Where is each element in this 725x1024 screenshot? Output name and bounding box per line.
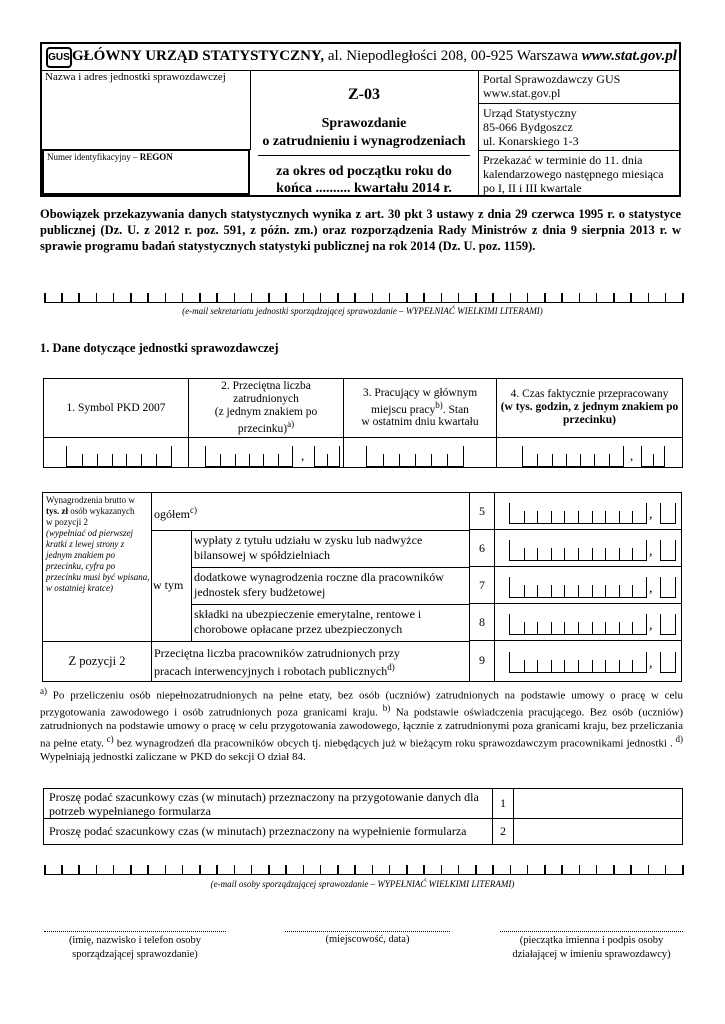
signature-line-place-date[interactable]	[285, 931, 450, 932]
portal-line2: www.stat.gov.pl	[483, 86, 561, 100]
form-title-line2: o zatrudnieniu i wynagrodzeniach	[262, 134, 466, 149]
deadline-line3: po I, II i III kwartale	[483, 181, 582, 195]
main-workplace-input-cell[interactable]	[344, 437, 497, 467]
comma: ,	[630, 447, 634, 463]
col-hours-worked: 4. Czas faktycznie przepracowany (w tys. godzin, z jednym znakiem po przecinku)	[497, 379, 683, 438]
office-line1: Urząd Statystyczny	[483, 106, 577, 120]
insurance-input[interactable]	[509, 614, 647, 635]
gus-logo: GUS	[46, 47, 72, 68]
signature-caption-representative: (pieczątka imienna i podpis osoby działającej w imieniu sprawozdawcy)	[512, 935, 671, 960]
row-profit-share: wypłaty z tytułu udziału w zysku lub nadwyżce bilansowej w spółdzielniach	[191, 530, 469, 568]
institution-address: al. Niepodległości 208, 00-925 Warszawa	[327, 48, 579, 64]
time-estimate-table: Proszę podać szacunkowy czas (w minutach) przeznaczony na przygotowanie danych dla potrzeb wypełnianego formularza 1 Proszę podać szacunkowy czas (w minutach) przeznaczony na wypełnienie formularza 2	[43, 788, 683, 845]
form-code: Z-03	[348, 86, 380, 103]
signature-caption-preparer: (imię, nazwisko i telefon osoby sporządzającej sprawozdanie)	[68, 935, 202, 960]
header-title	[72, 48, 677, 65]
row-annual-bonus: dodatkowe wynagrodzenia roczne dla pracowników jednostek sfery budżetowej	[191, 567, 469, 605]
hours-input[interactable]	[522, 446, 624, 467]
divider	[258, 155, 470, 156]
col-avg-employment: 2. Przeciętna liczba zatrudnionych (z jednym znakiem po przecinku)$^{a)}$	[189, 379, 344, 438]
public-works-decimal-input[interactable]	[660, 652, 676, 673]
divider	[479, 150, 679, 151]
unit-data-table	[43, 378, 683, 468]
email-preparer-input[interactable]	[44, 861, 684, 875]
deadline-line1: Przekazać w terminie do 11. dnia	[483, 153, 643, 167]
form-title-line1: Sprawozdanie	[321, 116, 407, 131]
name-address-label: Nazwa i adres jednostki sprawozdawczej	[45, 71, 226, 83]
deadline-line2: kalendarzowego następnego miesiąca	[483, 167, 664, 181]
email-secretariat-input[interactable]	[44, 289, 684, 303]
period-line2: końca .......... kwartału 2014 r.	[276, 181, 452, 196]
period-line1: za okres od początku roku do	[276, 164, 452, 179]
form-title-box	[250, 70, 479, 195]
avg-employment-input-cell[interactable]	[189, 437, 344, 467]
email-secretariat-caption: (e-mail sekretariatu jednostki sporządzającej sprawozdanie – WYPEŁNIAĆ WIELKIMI LITERAMI)	[182, 306, 543, 316]
form-header	[40, 42, 681, 197]
avg-employment-input[interactable]	[205, 446, 293, 467]
annual-bonus-input[interactable]	[509, 577, 647, 598]
signature-line-preparer[interactable]	[44, 931, 226, 932]
hours-input-cell[interactable]	[497, 437, 683, 467]
col-main-workplace: 3. Pracujący w głównym miejscu pracy$^{b)}$. Stan w ostatnim dniu kwartału	[344, 379, 497, 438]
office-info	[483, 106, 579, 148]
pkd-input-cell[interactable]	[44, 437, 189, 467]
wages-left-label: Wynagrodzenia brutto w tys. zł osób wykazanych w pozycji 2 (wypełniać od pierwszej kratki z lewej strony z jednym znakiem po przecinku, cyfra po przecinku musi być wpisana, w ostatniej kratce)	[43, 493, 152, 642]
signature-line-representative[interactable]	[500, 931, 683, 932]
footnotes: $^{a)}$ Po przeliczeniu osób niepełnozatrudnionych na pełne etaty, bez osób (uczniów) zatrudnionych na podstawie umowy o pracę w celu przygotowania zawodowego i osób zatrudnionych poza granicami kraju. $^{b)}$ Na podstawie oświadczenia pracującego. Bez osób (uczniów) zatrudnionych na podstawie umowy o pracę w celu przygotowania zawodowego, łącznie z zatrudnionymi poza granicami kraju, bez przeliczania na pełne etaty. $^{c)}$ bez wynagrodzeń dla pracowników obcych tj. niebędących już w bieżącym roku sprawozdawczym pracownikami jednostki . $^{d)}$ Wypełniają jednostki zaliczane w PKD do sekcji O dział 84.	[40, 686, 684, 763]
prep-time-question: Proszę podać szacunkowy czas (w minutach) przeznaczony na przygotowanie danych dla potrzeb wypełnianego formularza	[44, 789, 493, 819]
fill-time-question: Proszę podać szacunkowy czas (w minutach) przeznaczony na wypełnienie formularza	[44, 819, 493, 845]
total-wages-input[interactable]	[509, 503, 647, 524]
insurance-decimal-input[interactable]	[660, 614, 676, 635]
pkd-input[interactable]	[66, 446, 172, 467]
from-pos2-cell: Z pozycji 2	[43, 641, 152, 682]
public-works-input[interactable]	[509, 652, 647, 673]
signature-caption-place-date: (miejscowość, data)	[325, 934, 410, 945]
col-pkd: 1. Symbol PKD 2007	[44, 379, 189, 438]
total-label: ogółem	[154, 507, 190, 521]
institution-name: GŁÓWNY URZĄD STATYSTYCZNY,	[72, 48, 325, 64]
row-numbers: 5 6 7 8 9	[469, 493, 495, 681]
office-line3: ul. Konarskiego 1-3	[483, 134, 579, 148]
row-insurance: składki na ubezpieczenie emerytalne, rentowe i chorobowe opłacane przez ubezpieczonych	[194, 607, 422, 636]
regon-label: Numer identyfikacyjny – REGON	[47, 152, 173, 162]
office-line2: 85-066 Bydgoszcz	[483, 120, 573, 134]
header-title-row	[42, 44, 679, 71]
row-public-works: Przeciętna liczba pracowników zatrudnionych przy pracach interwencyjnych i robotach publicznych$^{d)}$	[151, 641, 469, 682]
row-total: ogółem$^{c)}$	[151, 493, 469, 531]
legal-obligation-text: Obowiązek przekazywania danych statystycznych wynika z art. 30 pkt 3 ustawy z dnia 29 czerwca 1995 r. o statystyce publicznej (Dz. U. z 2012 r. poz. 591, z późn. zm.) oraz rozporządzenia Rady Ministrów z dnia 9 sierpnia 2013 r. w sprawie programu badań statystycznych statystyki publicznej na rok 2014 (Dz. U. poz. 1159).	[40, 207, 681, 253]
regon-box[interactable]	[42, 149, 250, 195]
divider	[479, 103, 679, 104]
prep-time-input[interactable]	[514, 789, 683, 819]
email-preparer-caption: (e-mail osoby sporządzającej sprawozdanie – WYPEŁNIAĆ WIELKIMI LITERAMI)	[210, 879, 515, 889]
portal-info	[483, 72, 620, 100]
deadline-info	[483, 153, 664, 195]
wages-table: Wynagrodzenia brutto w tys. zł osób wykazanych w pozycji 2 (wypełniać od pierwszej kratki z lewej strony z jednym znakiem po przecinku, cyfra po przecinku musi być wpisana, w ostatniej kratce) ogółem$^{c)}$ w tym wypłaty z tytułu udziału w zysku lub nadwyżce bilansowej w spółdzielniach dodatkowe wynagrodzenia roczne dla pracowników jednostek sfery budżetowej składki na ubezpieczenie emerytalne, rentowe i chorobowe opłacane przez ubezpieczonych Z pozycji 2 Przeciętna liczba pracowników zatrudnionych przy pracach interwencyjnych i robotach publicznych$^{d)}$ 5 6 7 8 9 , , , , ,	[42, 492, 682, 682]
main-workplace-input[interactable]	[366, 446, 464, 467]
w-tym-cell: w tym	[151, 530, 192, 642]
portal-line1: Portal Sprawozdawczy GUS	[483, 72, 621, 86]
annual-bonus-decimal-input[interactable]	[660, 577, 676, 598]
hours-decimal-input[interactable]	[641, 446, 665, 467]
section1-title: 1. Dane dotyczące jednostki sprawozdawczej	[40, 341, 279, 355]
total-wages-decimal-input[interactable]	[660, 503, 676, 524]
name-address-box[interactable]	[42, 70, 251, 150]
avg-employment-decimal-input[interactable]	[314, 446, 340, 467]
profit-share-decimal-input[interactable]	[660, 540, 676, 561]
comma: ,	[301, 447, 305, 463]
fill-time-input[interactable]	[514, 819, 683, 845]
profit-share-input[interactable]	[509, 540, 647, 561]
institution-website: www.stat.gov.pl	[581, 48, 677, 64]
